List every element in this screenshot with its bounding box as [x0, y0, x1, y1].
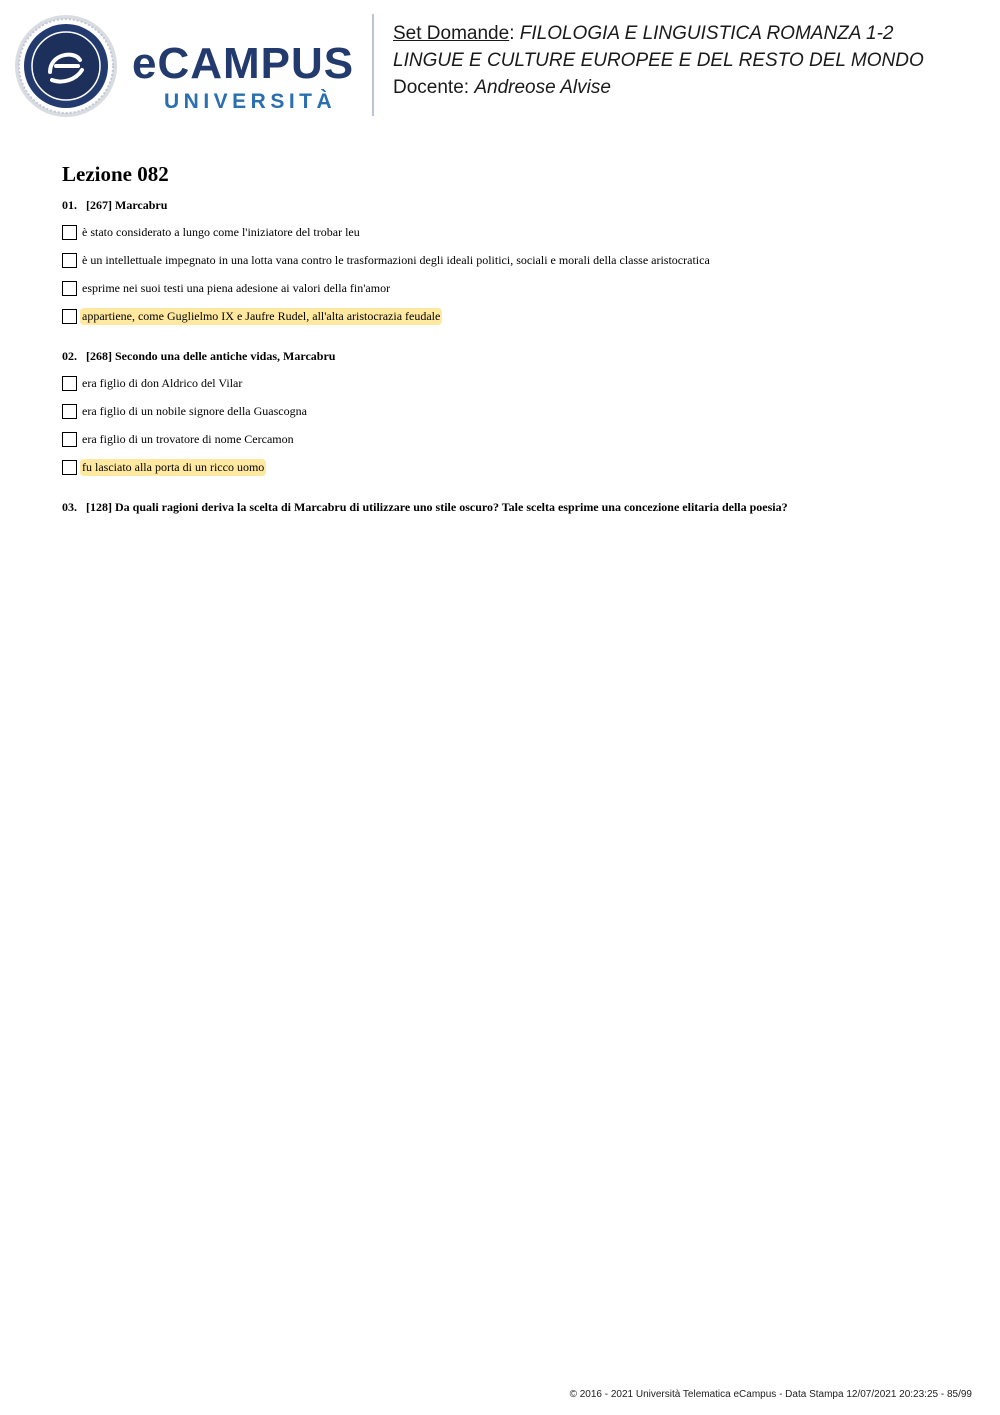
answer-option[interactable]: [62, 251, 712, 269]
answer-text: era figlio di un trovatore di nome Cercamon: [82, 431, 294, 446]
lesson-title: Lezione 082: [62, 162, 169, 186]
header-info: [393, 20, 993, 101]
answer-text: è stato considerato a lungo come l'iniziatore del trobar leu: [82, 224, 360, 239]
university-seal-icon: [14, 14, 118, 118]
answer-checkbox[interactable]: [62, 432, 77, 447]
set-line: [393, 20, 993, 47]
answer-checkbox[interactable]: [62, 309, 77, 324]
answer-option[interactable]: [62, 374, 244, 392]
ecampus-logo: [14, 14, 359, 118]
page-footer: © 2016 - 2021 Università Telematica eCampus - Data Stampa 12/07/2021 20:23:25 - 85/99: [569, 1389, 972, 1400]
question-number: 01.: [62, 198, 77, 212]
answer-option[interactable]: [62, 430, 296, 448]
course-line1: FILOLOGIA E LINGUISTICA ROMANZA 1-2: [519, 23, 894, 44]
question-3: [62, 500, 788, 515]
answer-option[interactable]: [62, 402, 309, 420]
question-number: 03.: [62, 500, 77, 514]
answer-option-correct[interactable]: [62, 458, 266, 476]
docente-line: [393, 74, 993, 101]
question-text: [128] Da quali ragioni deriva la scelta di Marcabru di utilizzare uno stile oscuro? Tale scelta esprime una concezione elitaria della poesia?: [86, 500, 788, 514]
answer-checkbox[interactable]: [62, 460, 77, 475]
answer-checkbox[interactable]: [62, 376, 77, 391]
question-number: 02.: [62, 349, 77, 363]
set-label: Set Domande: [393, 23, 510, 44]
answer-text: era figlio di don Aldrico del Vilar: [82, 375, 243, 390]
answer-text: era figlio di un nobile signore della Guascogna: [82, 403, 307, 418]
course-line2: LINGUE E CULTURE EUROPEE E DEL RESTO DEL MONDO: [393, 50, 924, 71]
answer-checkbox[interactable]: [62, 281, 77, 296]
set-sep: :: [509, 23, 515, 44]
docente-label: Docente:: [393, 77, 470, 98]
answer-text: esprime nei suoi testi una piena adesione ai valori della fin'amor: [82, 280, 391, 295]
docente-name: Andreose Alvise: [474, 77, 611, 98]
answer-text-highlighted: fu lasciato alla porta di un ricco uomo: [82, 459, 265, 474]
question-1: [62, 198, 167, 213]
answer-option[interactable]: [62, 223, 362, 241]
header-divider: [372, 14, 374, 116]
answer-checkbox[interactable]: [62, 225, 77, 240]
answer-option-correct[interactable]: [62, 307, 442, 325]
answer-text-highlighted: appartiene, come Guglielmo IX e Jaufre Rudel, all'alta aristocrazia feudale: [82, 308, 441, 323]
question-text: [268] Secondo una delle antiche vidas, Marcabru: [86, 349, 336, 363]
question-text: [267] Marcabru: [86, 198, 168, 212]
answer-option[interactable]: [62, 279, 392, 297]
answer-checkbox[interactable]: [62, 253, 77, 268]
question-2: [62, 349, 335, 364]
answer-text: è un intellettuale impegnato in una lotta vana contro le trasformazioni degli ideali politici, sociali e morali della classe aristocratica: [82, 252, 710, 267]
logo-subword: UNIVERSITÀ: [164, 90, 337, 113]
answer-checkbox[interactable]: [62, 404, 77, 419]
logo-wordmark: eCAMPUS: [132, 39, 355, 88]
